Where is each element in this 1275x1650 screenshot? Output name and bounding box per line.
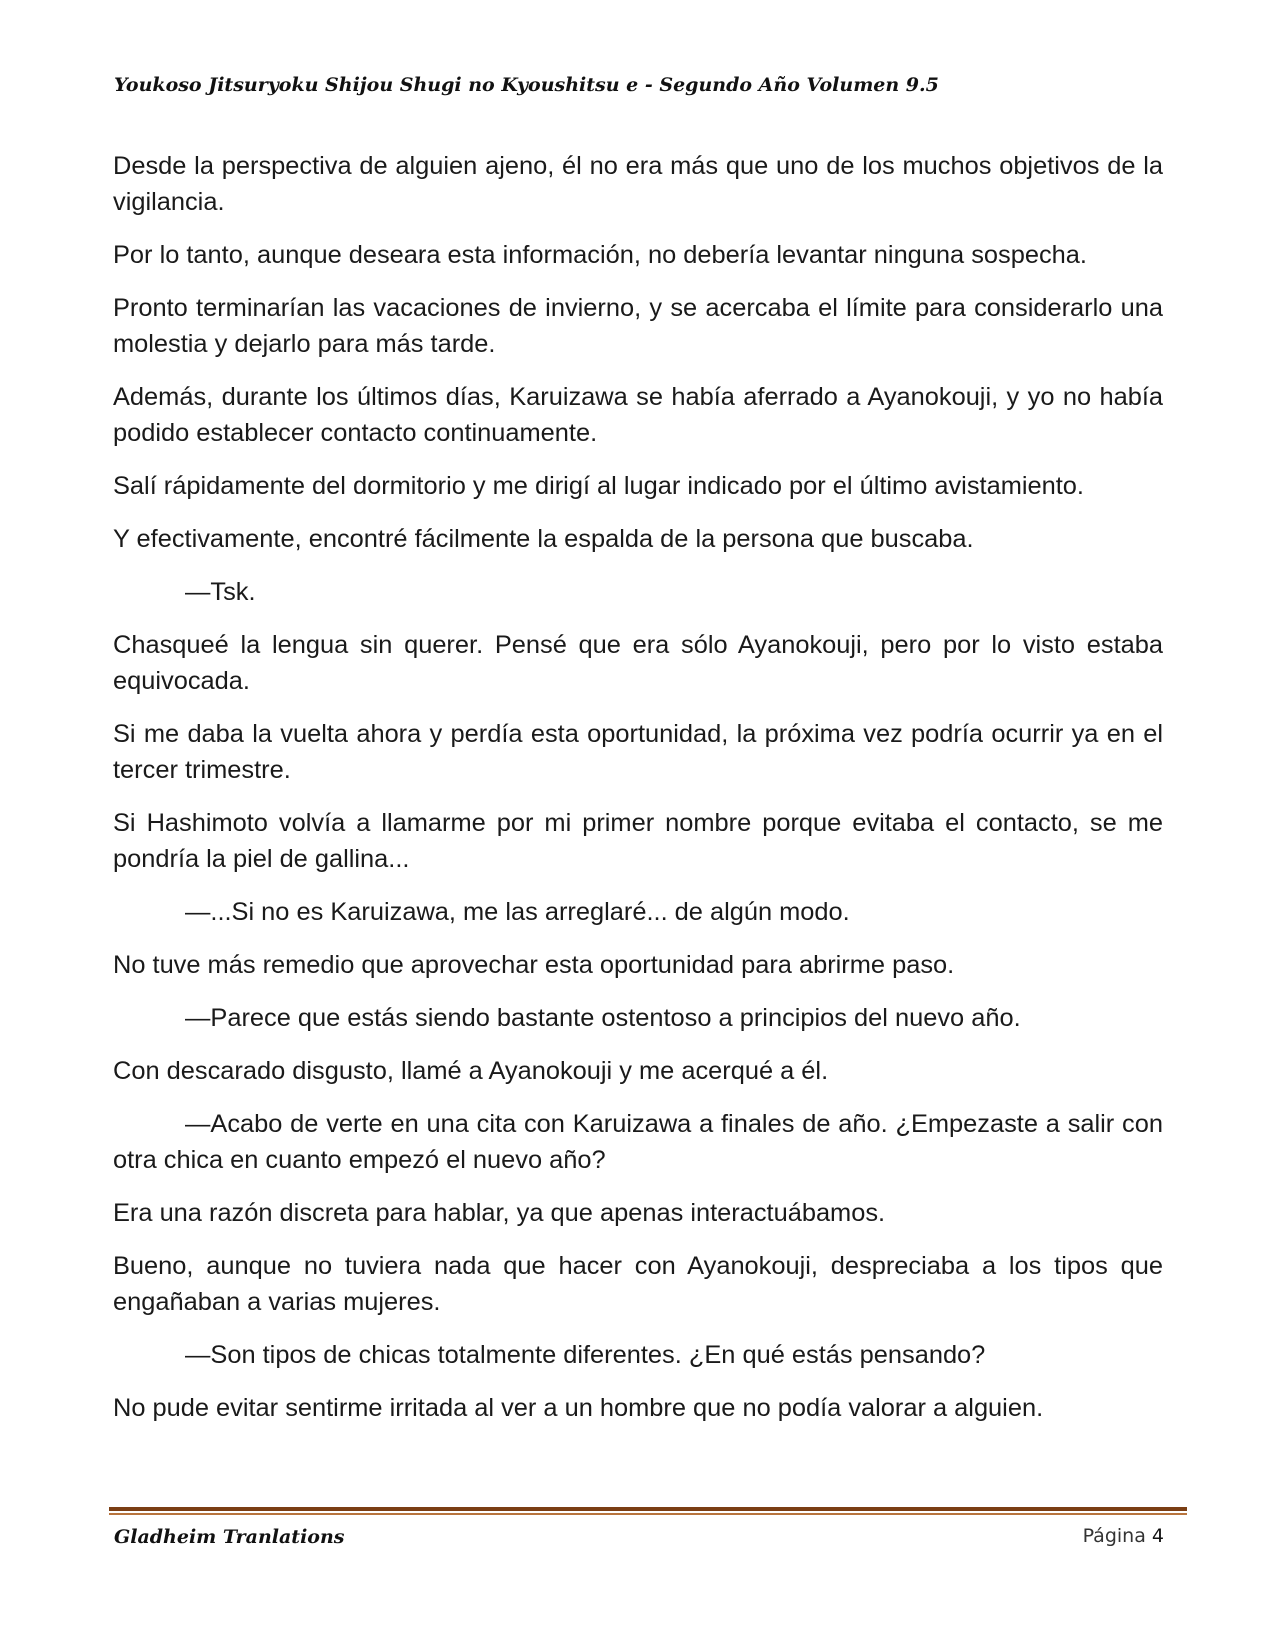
footer-divider-thin: [109, 1513, 1187, 1515]
paragraph: Desde la perspectiva de alguien ajeno, él no era más que uno de los muchos objetivos de la vigilancia.: [113, 152, 1163, 216]
paragraph: Por lo tanto, aunque deseara esta información, no debería levantar ninguna sospecha.: [113, 241, 1087, 269]
paragraph: Chasqueé la lengua sin querer. Pensé que era sólo Ayanokouji, pero por lo visto estaba equivocada.: [113, 631, 1163, 695]
page-label: Página: [1082, 1525, 1146, 1547]
paragraph: Y efectivamente, encontré fácilmente la espalda de la persona que buscaba.: [113, 525, 974, 553]
paragraph: Además, durante los últimos días, Karuizawa se había aferrado a Ayanokouji, y yo no había podido establecer contacto continuamente.: [113, 383, 1163, 447]
paragraph: No tuve más remedio que aprovechar esta oportunidad para abrirme paso.: [113, 951, 955, 979]
paragraph: Bueno, aunque no tuviera nada que hacer con Ayanokouji, despreciaba a los tipos que engañaban a varias mujeres.: [113, 1252, 1163, 1316]
dialogue-line: —Son tipos de chicas totalmente diferentes. ¿En qué estás pensando?: [185, 1341, 986, 1369]
footer-divider: [109, 1507, 1187, 1515]
dialogue-line: —Tsk.: [185, 578, 256, 606]
paragraph: Era una razón discreta para hablar, ya que apenas interactuábamos.: [113, 1199, 886, 1227]
dialogue-line: —...Si no es Karuizawa, me las arreglaré... de algún modo.: [185, 898, 850, 926]
running-header: Youkoso Jitsuryoku Shijou Shugi no Kyoushitsu e - Segundo Año Volumen 9.5: [114, 74, 939, 96]
paragraph: Si Hashimoto volvía a llamarme por mi primer nombre porque evitaba el contacto, se me pondría la piel de gallina...: [113, 809, 1163, 873]
dialogue-line: —Acabo de verte en una cita con Karuizawa a finales de año. ¿Empezaste a salir con otra chica en cuanto empezó el nuevo año?: [113, 1110, 1163, 1174]
page-number-label: [1083, 1525, 1164, 1547]
page-body: [113, 148, 1163, 1443]
paragraph: Con descarado disgusto, llamé a Ayanokouji y me acerqué a él.: [113, 1057, 829, 1085]
page-number: 4: [1151, 1525, 1164, 1547]
paragraph: Pronto terminarían las vacaciones de invierno, y se acercaba el límite para considerarlo una molestia y dejarlo para más tarde.: [113, 294, 1163, 358]
paragraph: No pude evitar sentirme irritada al ver a un hombre que no podía valorar a alguien.: [113, 1394, 1044, 1422]
translator-credit: Gladheim Tranlations: [114, 1526, 345, 1548]
dialogue-line: —Parece que estás siendo bastante ostentoso a principios del nuevo año.: [185, 1004, 1021, 1032]
paragraph: Si me daba la vuelta ahora y perdía esta oportunidad, la próxima vez podría ocurrir ya en el tercer trimestre.: [113, 720, 1163, 784]
paragraph: Salí rápidamente del dormitorio y me dirigí al lugar indicado por el último avistamiento.: [113, 472, 1084, 500]
